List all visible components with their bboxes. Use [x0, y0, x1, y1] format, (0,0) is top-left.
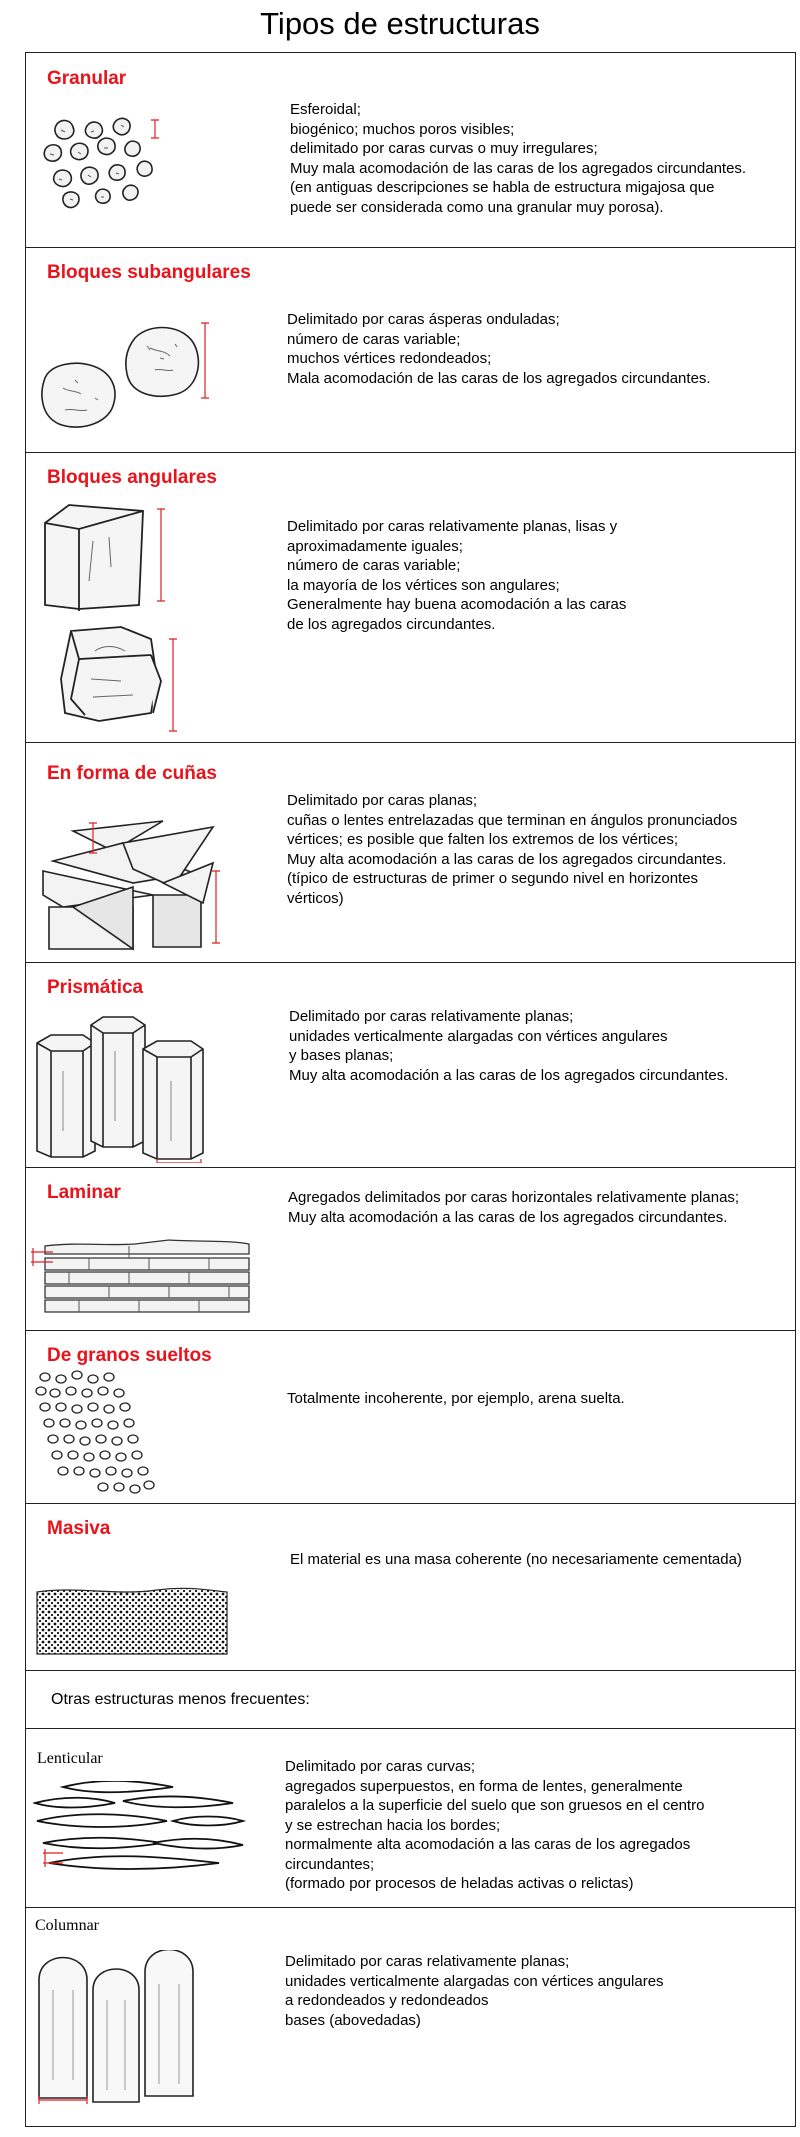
- row-title-angular-blocks: Bloques angulares: [47, 467, 217, 488]
- row-title-wedge: En forma de cuñas: [47, 763, 217, 784]
- granular-structure-icon: [35, 112, 205, 222]
- row-platy: [25, 1168, 796, 1331]
- lenticular-structure-icon: [33, 1781, 253, 1891]
- row-lenticular: [25, 1729, 796, 1908]
- page-title: Tipos de estructuras: [260, 6, 540, 41]
- wedge-structure-icon: [33, 811, 233, 951]
- row-title-granular: Granular: [47, 68, 127, 89]
- angular-blocks-icon: [33, 501, 233, 733]
- row-desc-lenticular: Delimitado por caras curvas; agregados superpuestos, en forma de lentes, generalmente paralelos a la superficie del suelo que son gruesos en el centro y se estrechan hacia los bordes; normalmente alta acomodación a las caras de los agregados circundantes; (formado por procesos de heladas activas o relictas): [285, 1758, 705, 1892]
- row-subangular-blocks: [25, 248, 796, 453]
- row-granular: [25, 52, 796, 248]
- row-desc-columnar: Delimitado por caras relativamente planas; unidades verticalmente alargadas con vértices angulares a redondeados y redondeados bases (abovedadas): [285, 1953, 664, 2029]
- row-wedge: [25, 743, 796, 963]
- row-angular-blocks: [25, 453, 796, 743]
- row-desc-massive: El material es una masa coherente (no necesariamente cementada): [290, 1551, 742, 1568]
- row-desc-platy: Agregados delimitados por caras horizontales relativamente planas; Muy alta acomodación a las caras de los agregados circundantes.: [288, 1189, 740, 1226]
- row-desc-granular: Esferoidal; biogénico; muchos poros visibles; delimitado por caras curvas o muy irregulares; Muy mala acomodación de las caras de los agregados circundantes. (en antiguas descripciones se habla de estructura migajosa que puede ser considerada como una granular muy porosa).: [290, 101, 747, 216]
- platy-structure-icon: [29, 1238, 269, 1318]
- row-title-prismatic: Prismática: [47, 977, 144, 998]
- prismatic-structure-icon: [33, 1011, 233, 1163]
- columnar-structure-icon: [33, 1950, 203, 2110]
- massive-structure-icon: [35, 1586, 230, 1658]
- row-prismatic: [25, 963, 796, 1168]
- row-title-massive: Masiva: [47, 1518, 111, 1539]
- other-structures-label: Otras estructuras menos frecuentes:: [51, 1691, 310, 1708]
- row-desc-wedge: Delimitado por caras planas; cuñas o lentes entrelazadas que terminan en ángulos pronunciados vértices; es posible que falten los extremos de los vértices; Muy alta acomodación a las caras de los agregados circundantes. (típico de estructuras de primer o segundo nivel en horizontes vérticos): [287, 792, 738, 907]
- subangular-blocks-icon: [35, 318, 235, 448]
- row-columnar: [25, 1908, 796, 2127]
- row-desc-angular-blocks: Delimitado por caras relativamente planas, lisas y aproximadamente iguales; número de caras variable; la mayoría de los vértices son angulares; Generalmente hay buena acomodación a las caras de los agregados circundantes.: [287, 518, 627, 633]
- row-title-subangular-blocks: Bloques subangulares: [47, 262, 251, 283]
- row-title-columnar: Columnar: [35, 1917, 99, 1934]
- row-massive: [25, 1504, 796, 1671]
- row-desc-subangular-blocks: Delimitado por caras ásperas onduladas; número de caras variable; muchos vértices redondeados; Mala acomodación de las caras de los agregados circundantes.: [287, 311, 711, 387]
- row-desc-prismatic: Delimitado por caras relativamente planas; unidades verticalmente alargadas con vértices angulares y bases planas; Muy alta acomodación a las caras de los agregados circundantes.: [289, 1008, 729, 1084]
- row-title-loose-grains: De granos sueltos: [47, 1345, 212, 1366]
- row-loose-grains: [25, 1331, 796, 1504]
- loose-grains-icon: [33, 1369, 163, 1499]
- row-title-platy: Laminar: [47, 1182, 121, 1203]
- row-other-structures: [25, 1671, 796, 1729]
- row-title-lenticular: Lenticular: [37, 1750, 103, 1767]
- row-desc-loose-grains: Totalmente incoherente, por ejemplo, arena suelta.: [287, 1390, 625, 1407]
